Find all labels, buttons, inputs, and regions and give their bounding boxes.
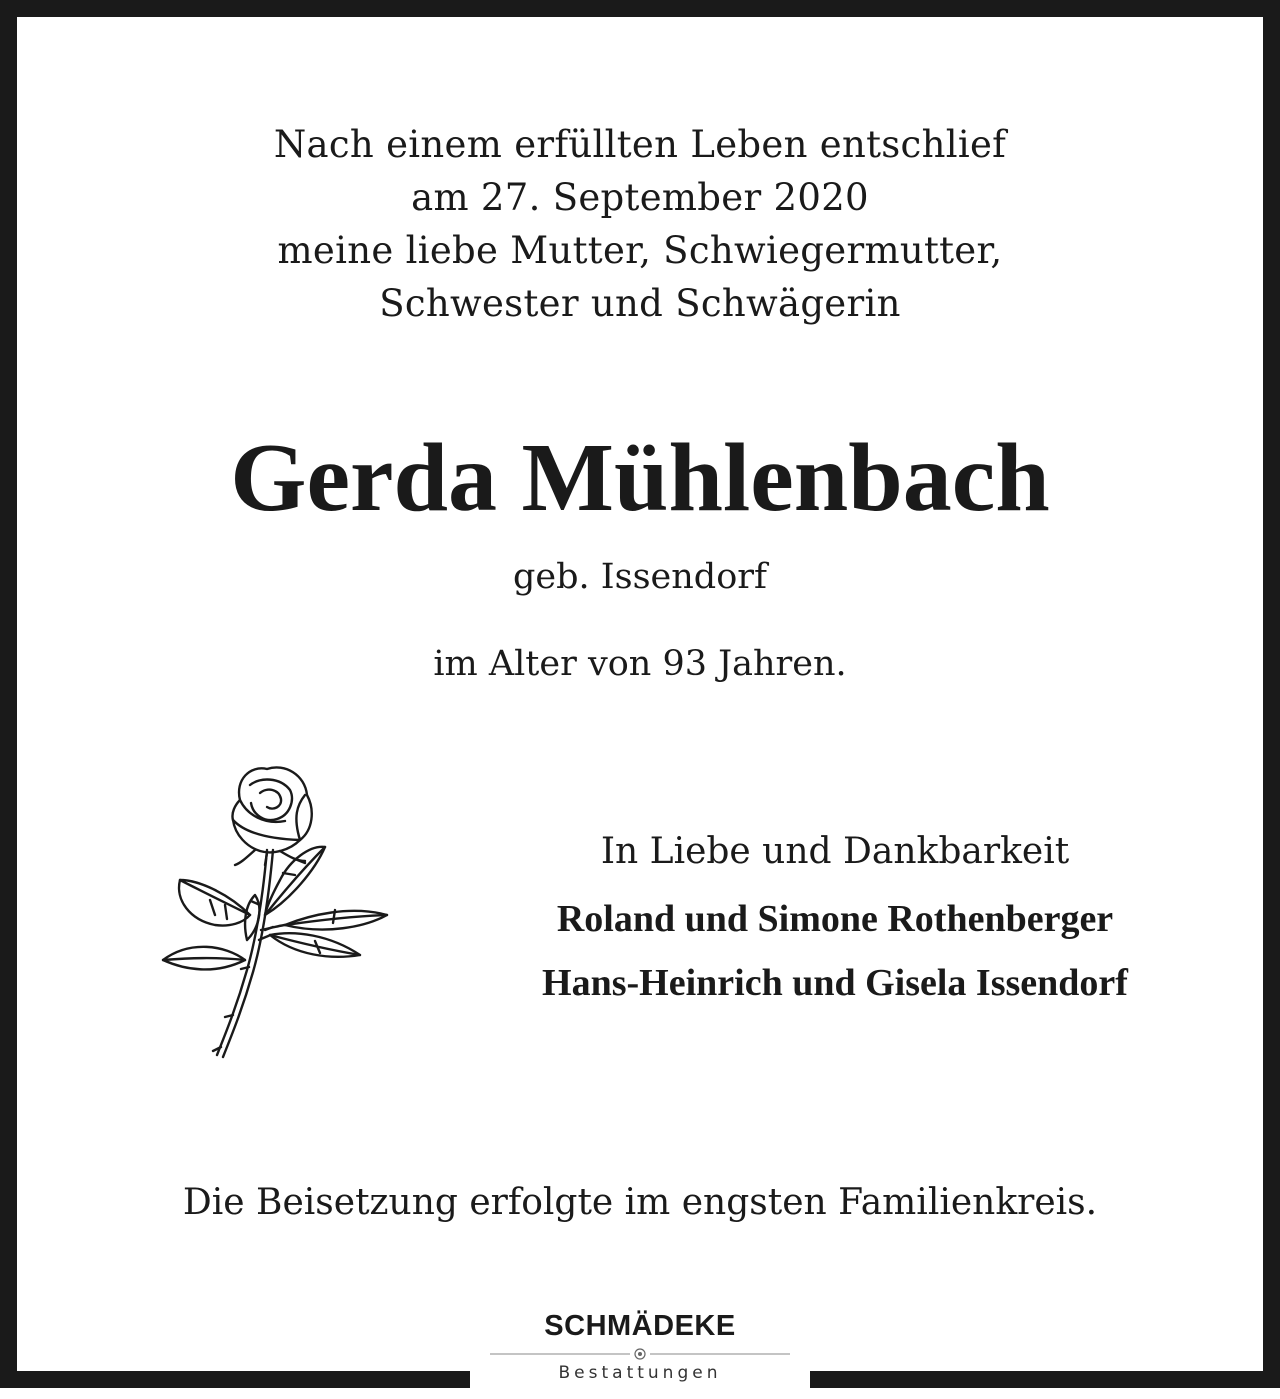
mourner-name: Hans-Heinrich und Gisela Issendorf (542, 962, 1128, 1004)
maiden-name: geb. Issendorf (513, 557, 767, 597)
mourner-name: Roland und Simone Rothenberger (556, 898, 1114, 940)
funeral-home-name: SCHMÄDEKE (544, 1310, 736, 1342)
frame-border-bottom-right (810, 1371, 1280, 1388)
frame-border-top (0, 0, 1280, 17)
rose-icon (155, 755, 400, 1065)
burial-note: Die Beisetzung erfolgte im engsten Familienkreis. (182, 1182, 1098, 1223)
intro-line: meine liebe Mutter, Schwiegermutter, (277, 229, 1003, 272)
funeral-home-subtitle: Bestattungen (558, 1363, 722, 1383)
ornament-divider-icon (485, 1346, 795, 1362)
mourners-block (455, 827, 1215, 1015)
gratitude-line: In Liebe und Dankbarkeit (600, 831, 1070, 872)
funeral-home-logo (480, 1306, 800, 1399)
frame-border-bottom-left (0, 1371, 470, 1388)
age-line: im Alter von 93 Jahren. (433, 644, 847, 684)
intro-text (0, 118, 1280, 330)
intro-line: Schwester und Schwägerin (379, 282, 901, 325)
intro-line: am 27. September 2020 (411, 176, 869, 219)
deceased-name: Gerda Mühlenbach (230, 424, 1050, 532)
intro-line: Nach einem erfüllten Leben entschlief (273, 123, 1007, 166)
